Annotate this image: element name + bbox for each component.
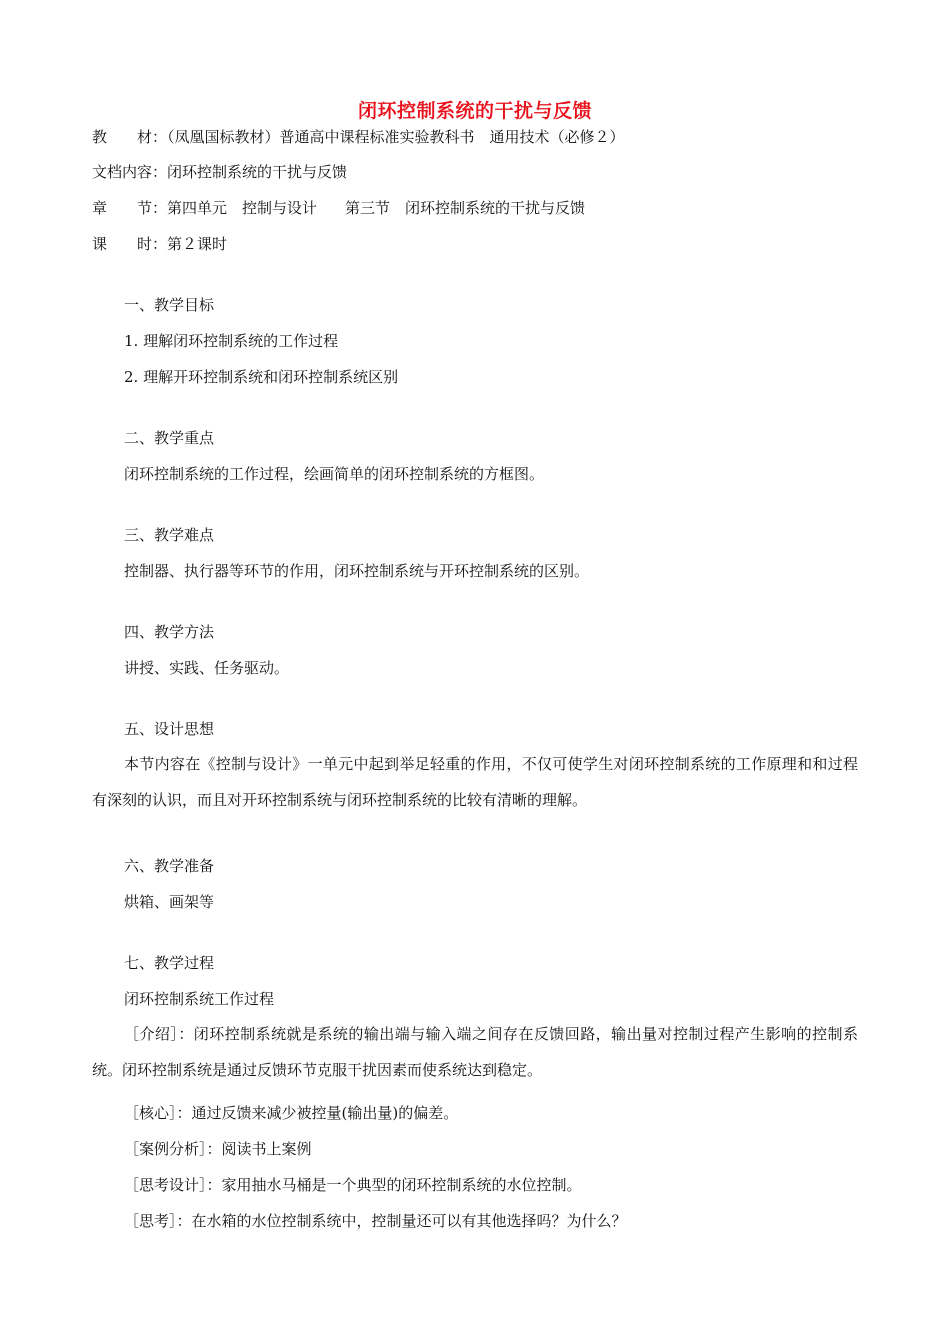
section-7-intro: ［介绍］：闭环控制系统就是系统的输出端与输入端之间存在反馈回路，输出量对控制过程产生影响的控制系统。闭环控制系统是通过反馈环节克服干扰因素而使系统达到稳定。: [92, 1025, 858, 1079]
section-1-item-1: 1. 理解闭环控制系统的工作过程: [124, 332, 339, 350]
section-6-text: 烘箱、画架等: [124, 893, 215, 911]
meta-period-value: 第２课时: [167, 235, 228, 253]
section-4-heading: 四、教学方法: [124, 623, 215, 641]
meta-chapter-label: 章 节：: [92, 199, 168, 217]
meta-content-label: 文档内容：: [92, 163, 168, 181]
section-7-subheading: 闭环控制系统工作过程: [124, 990, 275, 1008]
meta-period-label: 课 时：: [92, 235, 168, 253]
section-7-core: ［核心］：通过反馈来减少被控量(输出量)的偏差。: [124, 1104, 459, 1122]
meta-chapter: [92, 198, 585, 218]
section-2-text: 闭环控制系统的工作过程，绘画简单的闭环控制系统的方框图。: [124, 465, 545, 483]
section-3-text: 控制器、执行器等环节的作用，闭环控制系统与开环控制系统的区别。: [124, 562, 590, 580]
meta-chapter-section: 第三节 闭环控制系统的干扰与反馈: [345, 199, 586, 217]
section-7-think: ［思考］：在水箱的水位控制系统中，控制量还可以有其他选择吗？为什么？: [124, 1212, 627, 1230]
meta-chapter-unit: 第四单元 控制与设计: [167, 199, 318, 217]
section-7-heading: 七、教学过程: [124, 954, 215, 972]
section-7-case: ［案例分析］：阅读书上案例: [124, 1140, 312, 1158]
meta-content: [92, 162, 347, 182]
document-title: 闭环控制系统的干扰与反馈: [357, 100, 592, 122]
meta-material-label: 教 材：: [92, 128, 168, 146]
section-5-heading: 五、设计思想: [124, 720, 215, 738]
section-6-heading: 六、教学准备: [124, 857, 215, 875]
section-5-text: 本节内容在《控制与设计》一单元中起到举足轻重的作用，不仅可使学生对闭环控制系统的工作原理和和过程有深刻的认识，而且对开环控制系统与闭环控制系统的比较有清晰的理解。: [92, 755, 858, 809]
meta-material: [92, 127, 625, 147]
section-1-item-2: 2. 理解开环控制系统和闭环控制系统区别: [124, 368, 399, 386]
meta-period: [92, 234, 227, 254]
section-7-design: ［思考设计］：家用抽水马桶是一个典型的闭环控制系统的水位控制。: [124, 1176, 582, 1194]
section-2-heading: 二、教学重点: [124, 429, 215, 447]
section-4-text: 讲授、实践、任务驱动。: [124, 659, 290, 677]
section-1-heading: 一、教学目标: [124, 296, 215, 314]
section-3-heading: 三、教学难点: [124, 526, 215, 544]
meta-material-value: （凤凰国标教材）普通高中课程标准实验教科书 通用技术（必修２）: [167, 128, 625, 146]
meta-content-value: 闭环控制系统的干扰与反馈: [167, 163, 348, 181]
